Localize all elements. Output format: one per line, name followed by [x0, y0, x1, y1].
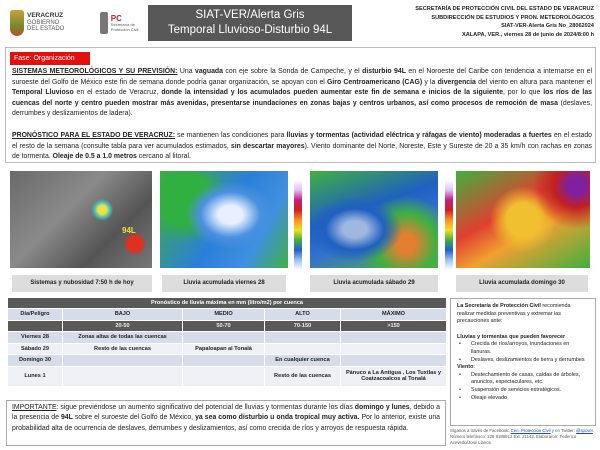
rain-map-saturday — [310, 171, 438, 268]
text-segment: disturbio 94L — [362, 68, 406, 75]
alert-title — [148, 5, 352, 41]
forecast-cell — [265, 343, 341, 355]
satellite-image — [10, 171, 152, 268]
rec-intro: recomienda realizar medidas preventivas y extremar las precauciones ante: — [457, 303, 571, 325]
rec-item: • Suspensión de servicios estratégicos. — [457, 387, 589, 395]
table-row — [8, 343, 447, 355]
text-segment: del viento en altura para mantener el — [475, 78, 592, 86]
text-segment: divergencia — [437, 78, 476, 86]
footer-text: . Número telefónico: 228 8186812 Ext. 21142. Elaboraron: Federico Acevedo/José Llanos — [450, 428, 595, 445]
forecast-cell — [63, 366, 183, 386]
disturbance-label: 94L — [122, 226, 136, 235]
text-segment: en el estado el resto de la semana (consulte tabla para ver acumulados estimados, — [12, 132, 592, 150]
important-notice — [6, 400, 446, 446]
forecast-cell: Pánuco a La Antigua , Los Tuxtlas y Coatzacoalcos al Tonalá — [341, 366, 447, 386]
header-cell: MÁXIMO — [341, 309, 447, 321]
footer-text: y en Twitter: — [550, 428, 577, 433]
veracruz-logo — [10, 6, 80, 40]
text-segment: IMPORTANTE — [12, 404, 57, 411]
pc-emblem-icon — [100, 12, 108, 34]
text-segment: , por lo que — [503, 89, 544, 96]
rec-item: • Oleaje elevado — [457, 395, 589, 403]
rec-intro-bold: La Secretaría de Protección Civil — [457, 303, 541, 309]
range-cell: 70-150 — [265, 320, 341, 332]
rec-item: • Crecida de ríos/arroyos, inundaciones en llanuras. — [457, 341, 589, 356]
forecast-cell — [183, 355, 265, 367]
text-segment: PRONÓSTICO PARA EL ESTADO DE VERACRUZ: — [12, 132, 175, 139]
text-segment: Giro Centroamericano (CAG) — [327, 78, 423, 86]
day-cell: Domingo 30 — [8, 355, 63, 367]
rec-item: • Destechamiento de casas, caídas de árboles, anuncios, espectaculares, etc. — [457, 372, 589, 387]
text-segment: vaguada — [195, 68, 223, 75]
rain-map-friday — [160, 171, 288, 268]
range-cell: 50-70 — [183, 320, 265, 332]
rain-map-sunday — [456, 171, 590, 268]
veracruz-shield-icon — [10, 10, 24, 36]
forecast-cell — [183, 332, 265, 344]
text-segment: en el Noroeste del Caribe con tendencia a internarse en el suroeste del Golfo de México este fin de semana donde podría ganar organización, se apoyan con el — [12, 68, 592, 86]
rain-forecast-table — [7, 297, 447, 387]
pc-abbr: PC — [110, 14, 122, 23]
text-segment: : sigue previéndose un aumento significativo del potencial de lluvias y tormentas durante los días — [56, 404, 355, 411]
table-title: Pronóstico de lluvia máxima en mm (litro/m2) por cuenca — [8, 298, 447, 309]
range-cell: 20-50 — [63, 320, 183, 332]
text-segment: Una — [177, 68, 195, 75]
rain-colorbar — [294, 180, 302, 270]
text-segment: Oleaje de 0.5 a 1.0 metros — [52, 153, 137, 160]
forecast-cell: En cualquier cuenca — [265, 355, 341, 367]
day-cell: Viernes 28 — [8, 332, 63, 344]
table-row — [8, 366, 447, 386]
sistemas-paragraph — [12, 67, 592, 120]
date-place: XALAPA, VER., viernes 28 de junio de 2024/8:00 h — [461, 31, 594, 38]
department: SUBDIRECCIÓN DE ESTUDIOS Y PRON. METEOROLÓGICOS — [431, 14, 594, 21]
range-cell: >150 — [341, 320, 447, 332]
forecast-cell: Resto de las cuencas — [63, 343, 183, 355]
table-row — [8, 332, 447, 344]
logo-text: GOBIERNO — [27, 19, 60, 26]
forecast-cell: Zonas altas de todas las cuencas — [63, 332, 183, 344]
table-header-row — [8, 309, 447, 321]
text-segment: y la — [422, 78, 438, 86]
forecast-cell — [341, 343, 447, 355]
text-segment: 94L — [60, 414, 73, 422]
contact-footer — [450, 428, 598, 446]
header-cell: Día/Peligro — [8, 309, 63, 321]
range-cell — [8, 320, 63, 332]
text-segment: domingo y lunes — [354, 404, 410, 411]
title-line2: Temporal Lluvioso-Disturbio 94L — [167, 24, 333, 36]
text-segment: SISTEMAS METEOROLÓGICOS Y SU PREVISIÓN: — [12, 68, 178, 75]
facebook-link[interactable]: Cen. Protección Civil — [510, 428, 551, 433]
text-segment: cercano al litoral. — [136, 153, 191, 160]
image-caption: Lluvia acumulada sábado 29 — [310, 275, 438, 292]
title-line1: SIAT-VER/Alerta Gris — [195, 9, 305, 21]
header-cell: MEDIO — [183, 309, 265, 321]
text-segment: lluvias y tormentas (actividad eléctrica y ráfagas de viento) moderadas a fuertes — [286, 132, 552, 139]
image-caption: Lluvia acumulada viernes 28 — [162, 275, 286, 292]
forecast-cell — [63, 355, 183, 367]
text-segment: donde la intensidad y los acumulados pueden aumentar este fin de semana e inicios de la siguiente — [161, 89, 504, 96]
text-segment: sin descartar mayores — [230, 142, 305, 150]
pc-name: Secretaría de Protección Civil — [110, 22, 139, 32]
text-segment: Por lo anterior, existe una probabilidad alta de ocurrencia de deslaves, derrumbes y deslizamientos, así como crecida de ríos y arroyos de respuesta rápida. — [12, 414, 440, 432]
forecast-cell: Papaloapan al Tonalá — [183, 343, 265, 355]
text-segment: con eje sobre la Sonda de Campeche, y el — [222, 68, 363, 75]
image-caption: Sistemas y nubosidad 7:50 h de hoy — [12, 275, 152, 292]
header-info — [354, 5, 594, 39]
text-segment: ya sea como disturbio u onda tropical muy activa. — [195, 414, 360, 422]
logo-text: DEL ESTADO — [27, 26, 65, 33]
footer-text: Síganos a través de Facebook: — [450, 428, 511, 433]
pc-logo — [100, 8, 145, 38]
text-segment: en el estado de Veracruz, — [73, 89, 162, 96]
forecast-cell — [341, 355, 447, 367]
text-segment: se mantienen las condiciones para — [175, 132, 287, 139]
header-cell: ALTO — [265, 309, 341, 321]
twitter-link[interactable]: @spcver — [576, 428, 593, 433]
rec-rain-title: Lluvias y tormentas que pueden favorecer — [457, 333, 566, 340]
text-segment: sobre el suroeste del Golfo de México, — [72, 414, 196, 422]
logo-text: VERACRUZ — [27, 12, 64, 20]
day-cell: Lunes 1 — [8, 366, 63, 386]
recommendations-box: La Secretaría de Protección Civil recomienda realizar medidas preventivas y extremar las precauciones ante: Lluvias y tormentas que pueden favorecer • Crecida de ríos/arroyos, inundaciones en llanuras. • Deslaves, deslizamientos de tierra y derrumbes Viento: • Destechamiento de casas, caídas de árboles, anuncios, espectaculares, etc. • Suspensión de servicios estratégicos. • Oleaje elevado — [450, 298, 596, 426]
forecast-cell — [183, 366, 265, 386]
text-segment: Temporal Lluvioso — [12, 89, 74, 96]
rain-colorbar — [445, 180, 453, 270]
text-segment: los ríos de las cuencas del norte y centro pueden mostrar más avenidas, presentarse inundaciones en zonas bajas y centros urbanos, así como procesos de remoción de masa — [12, 89, 592, 107]
day-cell: Sábado 29 — [8, 343, 63, 355]
text-segment: (deslaves, derrumbes y deslizamientos de ladera). — [12, 99, 592, 117]
forecast-cell: Resto de las cuencas — [265, 366, 341, 386]
forecast-cell — [265, 332, 341, 344]
header-cell: BAJO — [63, 309, 183, 321]
rec-item: • Deslaves, deslizamientos de tierra y derrumbes — [457, 357, 589, 365]
rec-wind-title: Viento — [457, 364, 474, 371]
forecast-cell — [341, 332, 447, 344]
table-row — [8, 355, 447, 367]
text-segment: ). Viento dominante del Norte, Noreste, Este y Sureste de 20 a 35 km/h con rachas en zonas de tormenta. — [12, 142, 592, 160]
bulletin-number: SIAT-VER-Alerta Gris No_28062024 — [501, 23, 594, 30]
text-segment: , debido a la presencia de — [12, 404, 440, 422]
pronostico-paragraph — [12, 131, 592, 163]
phase-badge: Fase: Organización — [10, 52, 90, 65]
image-caption: Lluvia acumulada domingo 30 — [456, 275, 588, 292]
range-row — [8, 320, 447, 332]
agency: SECRETARÍA DE PROTECCIÓN CIVIL DEL ESTADO DE VERACRUZ — [415, 6, 594, 12]
